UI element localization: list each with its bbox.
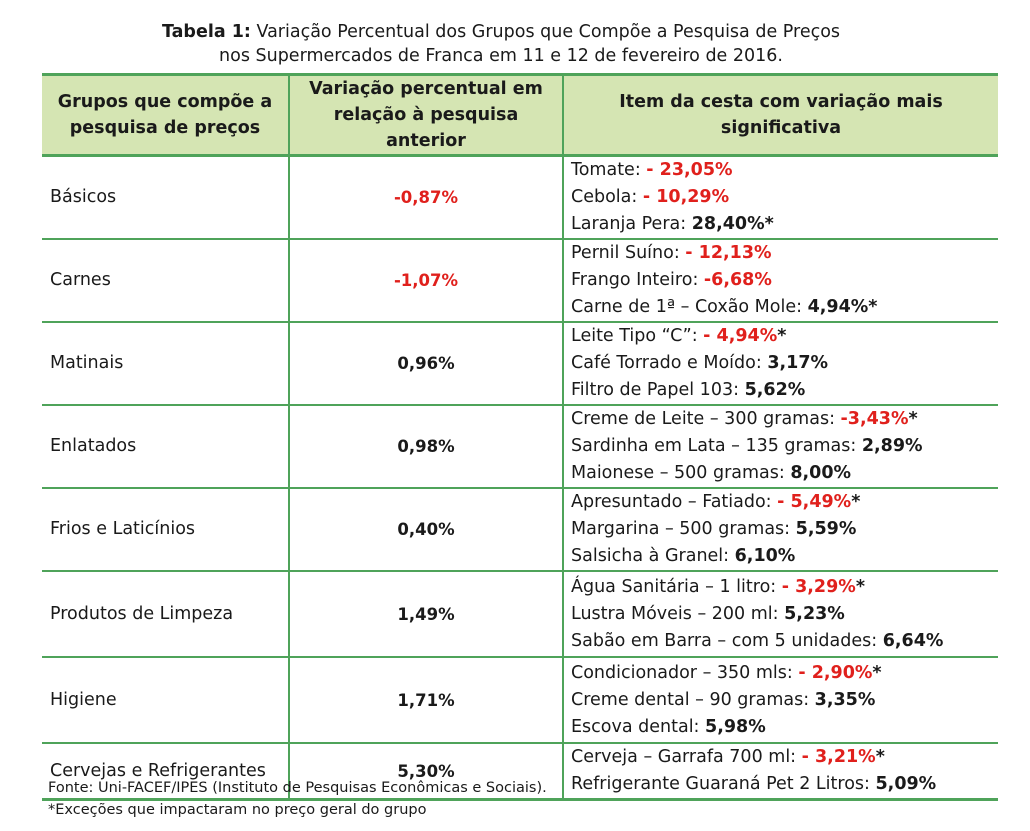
caption-line-1 bbox=[0, 20, 1002, 44]
item-label: Café Torrado e Moído: bbox=[571, 353, 768, 373]
item-label: Cerveja – Garrafa 700 ml: bbox=[571, 747, 802, 767]
item-label: Carne de 1ª – Coxão Mole: bbox=[571, 297, 808, 317]
item-variation: - 23,05% bbox=[646, 160, 733, 180]
item-list bbox=[563, 239, 998, 322]
list-item bbox=[571, 294, 998, 321]
group-name: Matinais bbox=[42, 322, 289, 405]
group-name: Carnes bbox=[42, 239, 289, 322]
group-variation: 0,40% bbox=[289, 488, 563, 571]
group-name: Básicos bbox=[42, 156, 289, 240]
item-label: Água Sanitária – 1 litro: bbox=[571, 576, 782, 597]
list-item bbox=[571, 460, 998, 487]
group-variation: -1,07% bbox=[289, 239, 563, 322]
item-label: Refrigerante Guaraná Pet 2 Litros: bbox=[571, 774, 876, 794]
caption-label: Tabela 1: bbox=[161, 22, 251, 42]
table-footer bbox=[48, 777, 547, 821]
item-label: Laranja Pera: bbox=[571, 214, 692, 234]
exception-asterisk: * bbox=[875, 747, 885, 767]
price-variation-table bbox=[42, 73, 998, 801]
item-variation: - 4,94% bbox=[703, 326, 778, 346]
item-variation: 28,40% bbox=[691, 214, 765, 234]
item-variation: - 5,49% bbox=[777, 492, 852, 512]
list-item bbox=[571, 574, 998, 601]
item-label: Creme de Leite – 300 gramas: bbox=[571, 409, 841, 429]
group-name: Enlatados bbox=[42, 405, 289, 488]
item-list bbox=[563, 488, 998, 571]
exception-asterisk: * bbox=[764, 214, 774, 234]
list-item bbox=[571, 543, 998, 570]
group-variation: 0,96% bbox=[289, 322, 563, 405]
table-caption bbox=[0, 20, 1002, 68]
group-name: Frios e Laticínios bbox=[42, 488, 289, 571]
group-variation: -0,87% bbox=[289, 156, 563, 240]
exception-asterisk: * bbox=[855, 576, 865, 597]
item-label: Escova dental: bbox=[571, 716, 706, 737]
list-item bbox=[571, 267, 998, 294]
item-variation: 5,59% bbox=[795, 519, 857, 539]
list-item bbox=[571, 433, 998, 460]
header-row bbox=[42, 75, 998, 156]
list-item bbox=[571, 350, 998, 377]
group-name: Cervejas e Refrigerantes bbox=[50, 760, 266, 781]
item-label: Sabão em Barra – com 5 unidades: bbox=[571, 630, 883, 651]
list-item bbox=[571, 211, 998, 238]
group-variation: 1,71% bbox=[289, 657, 563, 743]
item-variation: -6,68% bbox=[703, 270, 772, 290]
item-label: Condicionador – 350 mls: bbox=[571, 662, 799, 683]
list-item bbox=[571, 744, 998, 771]
item-variation: 2,89% bbox=[861, 436, 923, 456]
item-label: Leite Tipo “C”: bbox=[571, 326, 704, 346]
list-item bbox=[571, 687, 998, 714]
item-label: Cebola: bbox=[571, 187, 643, 207]
item-variation: 6,64% bbox=[882, 630, 944, 651]
item-label: Frango Inteiro: bbox=[571, 270, 704, 290]
item-label: Margarina – 500 gramas: bbox=[571, 519, 796, 539]
item-variation: - 3,29% bbox=[781, 576, 856, 597]
item-variation: - 2,90% bbox=[798, 662, 873, 683]
item-list bbox=[563, 571, 998, 657]
item-variation: 5,98% bbox=[705, 716, 766, 737]
list-item bbox=[571, 240, 998, 267]
exception-asterisk: * bbox=[777, 326, 787, 346]
item-variation: - 10,29% bbox=[642, 187, 730, 207]
item-list bbox=[563, 405, 998, 488]
source-note: Fonte: Uni-FACEF/IPES (Instituto de Pesquisas Econômicas e Sociais). bbox=[48, 780, 547, 796]
exception-asterisk: * bbox=[868, 297, 878, 317]
item-variation: 5,23% bbox=[784, 603, 845, 624]
item-variation: - 12,13% bbox=[685, 243, 772, 263]
table-row bbox=[42, 657, 998, 743]
list-item bbox=[571, 714, 998, 741]
item-list bbox=[563, 156, 998, 240]
exception-asterisk: * bbox=[872, 662, 882, 683]
item-label: Pernil Suíno: bbox=[571, 243, 686, 263]
list-item bbox=[571, 628, 998, 655]
header-items: Item da cesta com variação mais significativa bbox=[563, 75, 998, 156]
item-label: Creme dental – 90 gramas: bbox=[571, 689, 815, 710]
table-header bbox=[42, 75, 998, 156]
asterisk-note: *Exceções que impactaram no preço geral do grupo bbox=[48, 802, 427, 818]
item-label: Maionese – 500 gramas: bbox=[571, 463, 791, 483]
caption-title: Variação Percentual dos Grupos que Compõe a Pesquisa de Preços bbox=[250, 22, 841, 42]
list-item bbox=[571, 157, 998, 184]
item-variation: 6,10% bbox=[734, 546, 796, 566]
table-row bbox=[42, 405, 998, 488]
item-variation: 8,00% bbox=[790, 463, 852, 483]
exception-asterisk: * bbox=[851, 492, 861, 512]
list-item bbox=[571, 660, 998, 687]
table-body bbox=[42, 156, 998, 800]
list-item bbox=[571, 184, 998, 211]
list-item bbox=[571, 771, 998, 798]
list-item bbox=[571, 323, 998, 350]
list-item bbox=[571, 516, 998, 543]
table-row bbox=[42, 488, 998, 571]
item-list bbox=[563, 743, 998, 800]
item-variation: 3,17% bbox=[767, 353, 829, 373]
list-item bbox=[571, 601, 998, 628]
item-label: Lustra Móveis – 200 ml: bbox=[571, 603, 785, 624]
item-list bbox=[563, 322, 998, 405]
caption-line-2: nos Supermercados de Franca em 11 e 12 de fevereiro de 2016. bbox=[219, 46, 783, 66]
item-list bbox=[563, 657, 998, 743]
item-variation: - 3,21% bbox=[801, 747, 876, 767]
item-label: Tomate: bbox=[571, 160, 647, 180]
item-variation: 3,35% bbox=[814, 689, 876, 710]
group-variation: 1,49% bbox=[289, 571, 563, 657]
table-row bbox=[42, 322, 998, 405]
item-variation: 5,09% bbox=[875, 774, 937, 794]
group-variation: 0,98% bbox=[289, 405, 563, 488]
item-variation: 4,94% bbox=[807, 297, 869, 317]
item-label: Filtro de Papel 103: bbox=[571, 380, 745, 400]
header-groups: Grupos que compõe a pesquisa de preços bbox=[42, 75, 289, 156]
group-name: Produtos de Limpeza bbox=[42, 571, 289, 657]
group-name: Higiene bbox=[42, 657, 289, 743]
list-item bbox=[571, 377, 998, 404]
header-variation: Variação percentual em relação à pesquisa anterior bbox=[289, 75, 563, 156]
table-row bbox=[42, 239, 998, 322]
list-item bbox=[571, 489, 998, 516]
list-item bbox=[571, 406, 998, 433]
group-variation: 5,30% bbox=[289, 743, 563, 800]
item-variation: -3,43% bbox=[840, 409, 909, 429]
table-row bbox=[42, 571, 998, 657]
item-label: Salsicha à Granel: bbox=[571, 546, 735, 566]
exception-asterisk: * bbox=[908, 409, 918, 429]
table-row bbox=[42, 156, 998, 240]
item-variation: 5,62% bbox=[744, 380, 806, 400]
item-label: Apresuntado – Fatiado: bbox=[571, 492, 778, 512]
item-label: Sardinha em Lata – 135 gramas: bbox=[571, 436, 862, 456]
